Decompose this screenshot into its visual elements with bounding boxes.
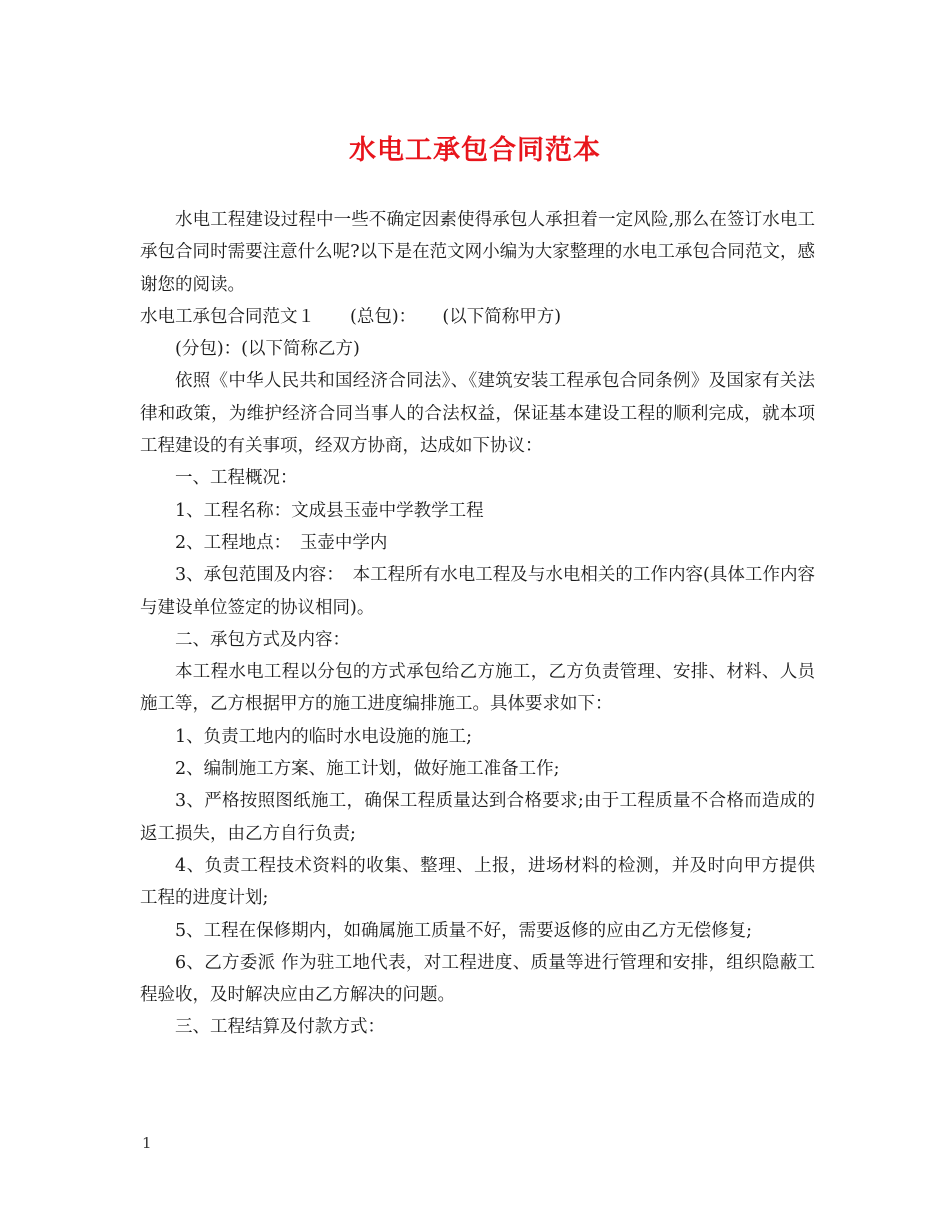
list-item-requirement-6: 6、乙方委派 作为驻工地代表，对工程进度、质量等进行管理和安排，组织隐蔽工程验收，及时解决应由乙方解决的问题。 [140,952,815,1006]
section-heading-settlement: 三、工程结算及付款方式： [175,1017,385,1038]
document-title: 水电工承包合同范本 [349,135,601,166]
list-item-requirement-1: 1、负责工地内的临时水电设施的施工; [175,726,473,747]
section-heading-contract-method: 二、承包方式及内容： [175,629,350,650]
document-body [140,204,815,1044]
list-item-project-name: 1、工程名称：文成县玉壶中学教学工程 [175,500,484,521]
list-item-requirement-2: 2、编制施工方案、施工计划，做好施工准备工作; [175,759,560,780]
list-item-requirement-3: 3、严格按照图纸施工，确保工程质量达到合格要求;由于工程质量不合格而造成的返工损失，由乙方自行负责; [140,791,815,844]
paragraph-contract-header: 水电工承包合同范文１ (总包)： (以下简称甲方) [140,306,562,327]
list-item-requirement-5: 5、工程在保修期内，如确属施工质量不好，需要返修的应由乙方无偿修复; [175,920,753,941]
section-heading-overview: 一、工程概况： [175,468,298,489]
list-item-project-location: 2、工程地点： 玉壶中学内 [175,532,388,553]
paragraph-legal-basis: 依照《中华人民共和国经济合同法》、《建筑安装工程承包合同条例》及国家有关法律和政策，为维护经济合同当事人的合法权益，保证基本建设工程的顺利完成，就本项工程建设的有关事项，经双方协商，达成如下协议： [140,371,815,457]
list-item-scope: 3、承包范围及内容： 本工程所有水电工程及与水电相关的工作内容(具体工作内容与建设单位签定的协议相同)。 [140,565,815,618]
page-number: 1 [142,1134,152,1152]
list-item-requirement-4: 4、负责工程技术资料的收集、整理、上报，进场材料的检测，并及时向甲方提供工程的进度计划; [140,855,815,909]
paragraph-intro: 水电工程建设过程中一些不确定因素使得承包人承担着一定风险,那么在签订水电工承包合同时需要注意什么呢?以下是在范文网小编为大家整理的水电工承包合同范文，感谢您的阅读。 [140,210,815,295]
paragraph-subcontractor: (分包)：(以下简称乙方) [175,339,360,360]
paragraph-contract-method: 本工程水电工程以分包的方式承包给乙方施工，乙方负责管理、安排、材料、人员施工等，乙方根据甲方的施工进度编排施工。具体要求如下： [140,662,815,715]
